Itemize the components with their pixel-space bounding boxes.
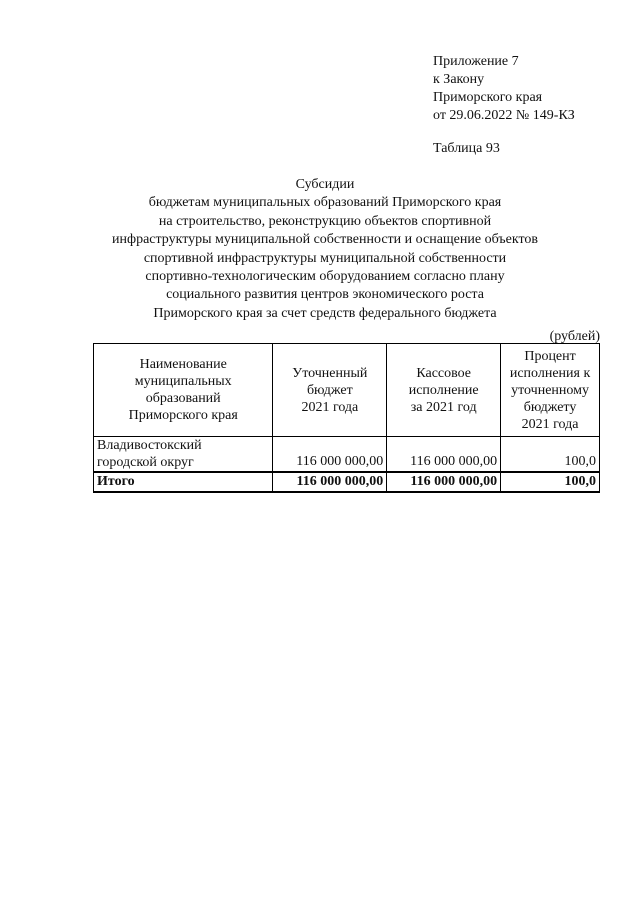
header-budget: Уточненный бюджет 2021 года — [273, 344, 387, 437]
header-municipality: Наименование муниципальных образований Приморского края — [94, 344, 273, 437]
subsidy-table — [93, 343, 600, 493]
cell-percent: 100,0 — [501, 437, 600, 473]
title-line: на строительство, реконструкцию объектов спортивной — [158, 213, 492, 229]
units-label: (рублей) — [549, 329, 600, 344]
cell-execution: 116 000 000,00 — [387, 437, 501, 473]
cell-municipality: Владивостокский городской округ — [94, 437, 273, 473]
total-percent: 100,0 — [501, 472, 600, 492]
appendix-law-label: к Закону — [433, 72, 485, 87]
title-line: спортивной инфраструктуры муниципальной собственности — [143, 250, 507, 266]
total-budget: 116 000 000,00 — [273, 472, 387, 492]
title-line: Субсидии — [295, 177, 355, 192]
title-line: бюджетам муниципальных образований Приморского края — [148, 195, 502, 211]
table-number: Таблица 93 — [433, 141, 500, 156]
appendix-reference — [433, 53, 575, 125]
title-line: инфраструктуры муниципальной собственности и оснащение объектов — [112, 232, 538, 248]
title-line: социального развития центров экономического роста — [166, 287, 484, 303]
header-percent: Процент исполнения к уточненному бюджету 2021 года — [501, 344, 600, 437]
header-execution: Кассовое исполнение за 2021 год — [387, 344, 501, 437]
appendix-region: Приморского края — [433, 90, 543, 105]
title-line: спортивно-технологическим оборудованием согласно плану — [145, 269, 505, 285]
cell-budget: 116 000 000,00 — [273, 437, 387, 473]
document-title — [60, 176, 590, 323]
appendix-number: Приложение 7 — [433, 54, 519, 69]
appendix-law-date: от 29.06.2022 № 149-КЗ — [433, 108, 575, 123]
table-row — [94, 437, 600, 473]
title-line: Приморского края за счет средств федерального бюджета — [153, 305, 497, 321]
table-header-row — [94, 344, 600, 437]
total-execution: 116 000 000,00 — [387, 472, 501, 492]
total-label: Итого — [94, 472, 273, 492]
table-total-row — [94, 472, 600, 492]
